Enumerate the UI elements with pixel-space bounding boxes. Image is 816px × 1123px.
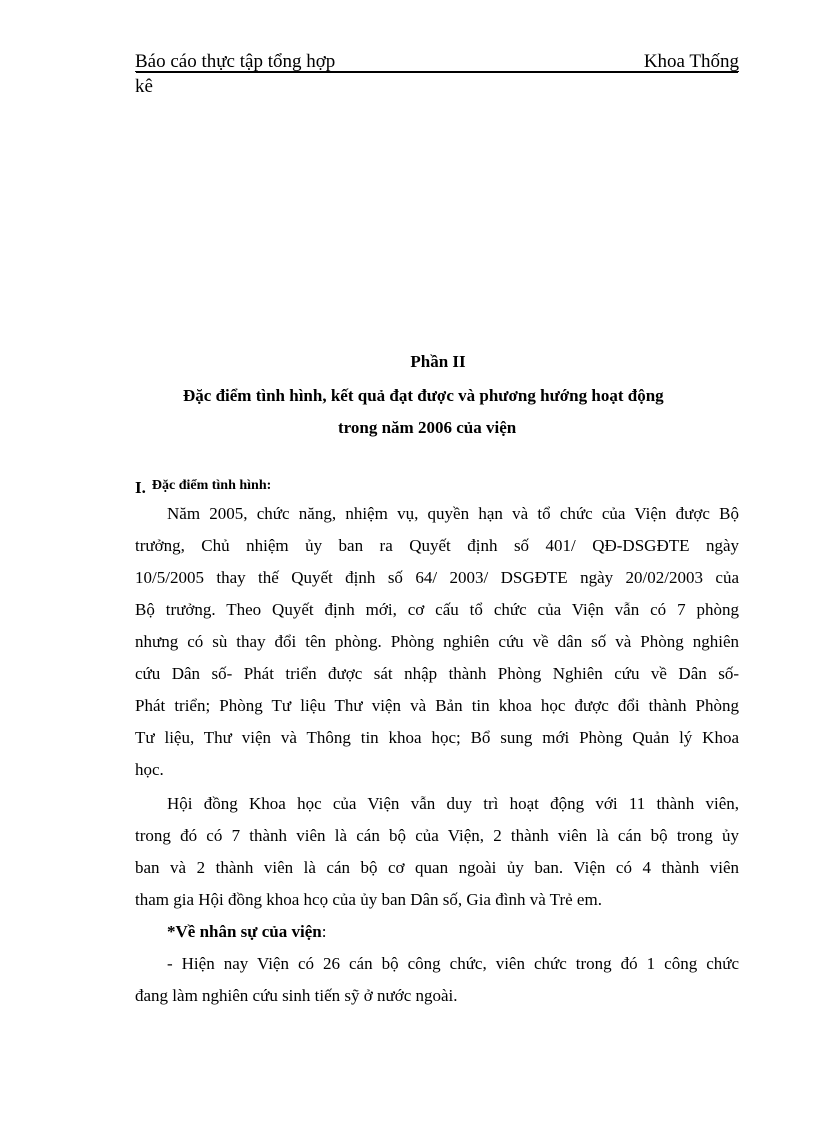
header-continuation: kê — [135, 76, 153, 97]
section-heading — [135, 474, 272, 497]
personnel-heading-colon: : — [321, 922, 327, 941]
paragraph-line: Năm 2005, chức năng, nhiệm vụ, quyền hạn và tổ chức của Viện được Bộ — [167, 504, 739, 523]
header-left-text: Báo cáo thực tập tổng hợp — [135, 51, 336, 72]
header-rule — [135, 50, 739, 72]
part-label: Phần II — [410, 352, 466, 371]
paragraph-line: Bộ trưởng. Theo Quyết định mới, cơ cấu tổ chức của Viện vẫn có 7 phòng — [135, 600, 739, 619]
personnel-heading — [135, 916, 739, 948]
header-right-text: Khoa Thống — [643, 51, 739, 72]
paragraph-line: 10/5/2005 thay thế Quyết định số 64/ 2003/ DSGĐTE ngày 20/02/2003 của — [135, 568, 739, 587]
personnel-line: - Hiện nay Viện có 26 cán bộ công chức, viên chức trong đó 1 công chức — [167, 954, 739, 973]
part-title-line-1: Đặc điểm tình hình, kết quả đạt được và phương hướng hoạt động — [183, 386, 664, 405]
paragraph-line: trong đó có 7 thành viên là cán bộ của Viện, 2 thành viên là cán bộ trong ủy — [135, 826, 739, 845]
part-title-line-2: trong năm 2006 của viện — [338, 418, 517, 437]
paragraph-line: học. — [135, 760, 164, 779]
page-header — [135, 50, 739, 97]
paragraph-line: trưởng, Chủ nhiệm ủy ban ra Quyết định số 401/ QĐ-DSGĐTE ngày — [135, 536, 739, 555]
personnel-heading-text: *Về nhân sự của viện — [167, 922, 322, 941]
personnel-line: đang làm nghiên cứu sinh tiến sỹ ở nước ngoài. — [135, 986, 458, 1005]
paragraph-line: tham gia Hội đồng khoa hcọ của ủy ban Dân số, Gia đình và Trẻ em. — [135, 890, 602, 909]
paragraph-line: Tư liệu, Thư viện và Thông tin khoa học; Bổ sung mới Phòng Quản lý Khoa — [135, 728, 739, 747]
section-heading-text: Đặc điểm tình hình: — [151, 478, 272, 493]
paragraph-line: nhưng có sù thay đổi tên phòng. Phòng nghiên cứu về dân số và Phòng nghiên — [135, 632, 739, 651]
paragraph-line: cứu Dân số- Phát triển được sát nhập thành Phòng Nghiên cứu về Dân số- — [135, 664, 739, 683]
paragraph-2 — [135, 788, 739, 916]
section-number: I. — [135, 478, 146, 497]
paragraph-line: Phát triển; Phòng Tư liệu Thư viện và Bản tin khoa học được đổi thành Phòng — [135, 696, 739, 715]
personnel-section — [135, 916, 739, 1012]
paragraph-line: Hội đồng Khoa học của Viện vẫn duy trì hoạt động với 11 thành viên, — [167, 794, 739, 813]
paragraph-1 — [135, 498, 739, 786]
paragraph-line: ban và 2 thành viên là cán bộ cơ quan ngoài ủy ban. Viện có 4 thành viên — [135, 858, 739, 877]
